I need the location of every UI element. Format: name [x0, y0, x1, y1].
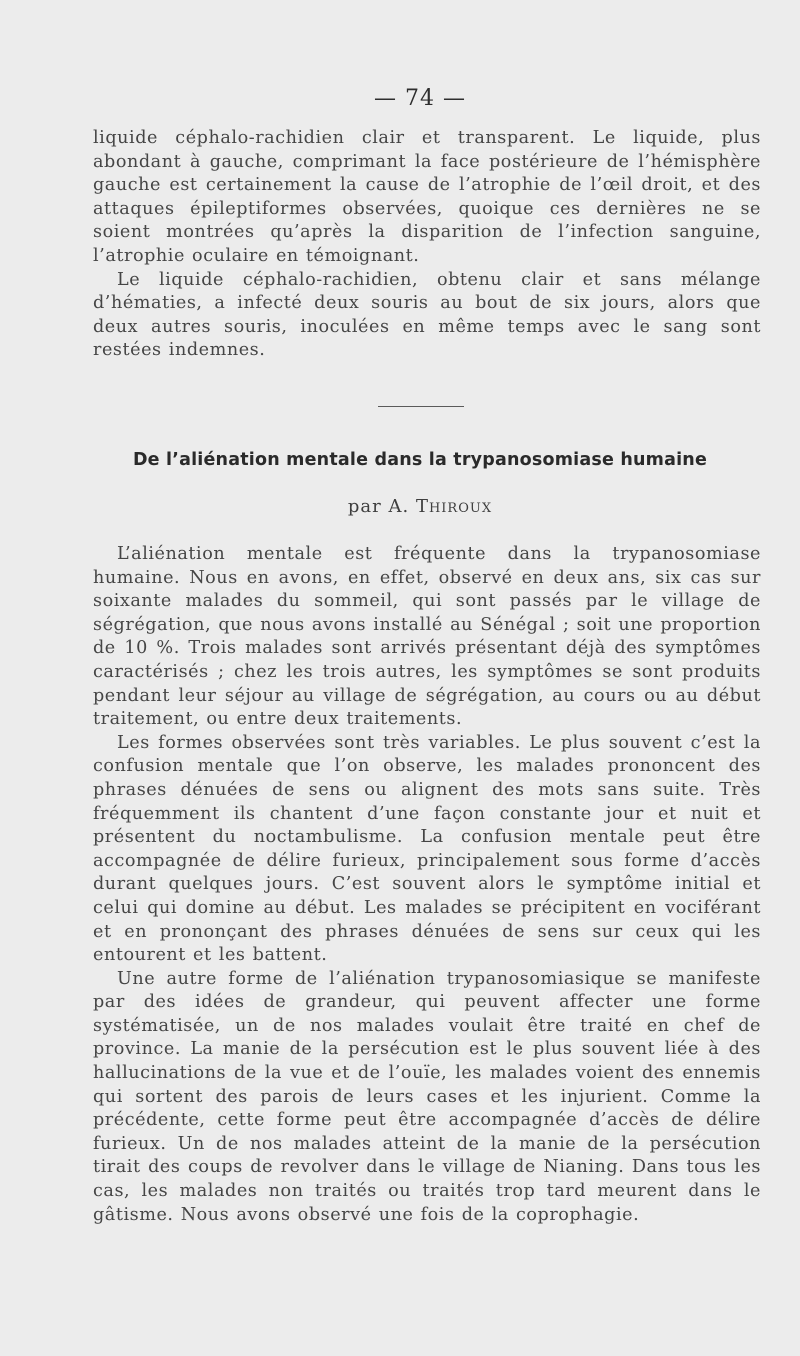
continuation-text: [93, 127, 761, 363]
article-paragraph-2: Les formes observées sont très variables. Le plus souvent c’est la confusion mentale que l’on observe, les malades prononcent des phrases dénuées de sens ou alignent des mots sans suite. Très fréquemment ils chantent d’une façon constante jour et nuit et présentent du noctambulisme. La confusion mentale peut être accompagnée de délire furieux, principalement sous forme d’accès durant quelques jours. C’est souvent alors le symptôme initial et celui qui domine au début. Les malades se précipitent en vociférant et en prononçant des phrases dénuées de sens sur ceux qui les entourent et les battent.: [93, 732, 761, 966]
continuation-paragraph-2: Le liquide céphalo-rachidien, obtenu clair et sans mélange d’hématies, a infecté deux souris au bout de six jours, alors que deux autres souris, inoculées en même temps avec le sang sont restées indemnes.: [93, 269, 761, 361]
page-number: — 74 —: [374, 86, 466, 111]
section-divider: [378, 406, 464, 407]
article-title: De l’aliénation mentale dans la trypanosomiase humaine: [132, 450, 708, 470]
byline: [0, 496, 800, 517]
continuation-paragraph-1: liquide céphalo-rachidien clair et transparent. Le liquide, plus abondant à gauche, comprimant la face postérieure de l’hémisphère gauche est certainement la cause de l’atrophie de l’œil droit, et des attaques épileptiformes observées, quoique ces dernières ne se soient montrées qu’après la disparition de l’infection sanguine, l’atrophie oculaire en témoignant.: [93, 128, 761, 266]
author-name: A. Thiroux: [388, 496, 493, 517]
article-paragraph-3: Une autre forme de l’aliénation trypanosomiasique se manifeste par des idées de grandeur, qui peuvent affecter une forme systématisée, un de nos malades voulait être traité en chef de province. La manie de la persécution est le plus souvent liée à des hallucinations de la vue et de l’ouïe, les malades voient des ennemis qui sortent des parois de leurs cases et les injurient. Comme la précédente, cette forme peut être accompagnée d’accès de délire furieux. Un de nos malades atteint de la manie de la persécution tirait des coups de revolver dans le village de Nianing. Dans tous les cas, les malades non traités ou traités trop tard meurent dans le gâtisme. Nous avons observé une fois de la coprophagie.: [93, 968, 761, 1225]
article-body: [93, 543, 761, 1227]
byline-prefix: par: [347, 496, 382, 517]
article-paragraph-1: L’aliénation mentale est fréquente dans la trypanosomiase humaine. Nous en avons, en effet, observé en deux ans, six cas sur soixante malades du sommeil, qui sont passés par le village de ségrégation, que nous avons installé au Sénégal ; soit une proportion de 10 %. Trois malades sont arrivés présentant déjà des symptômes caractérisés ; chez les trois autres, les symptômes se sont produits pendant leur séjour au village de ségrégation, au cours ou au début traitement, ou entre deux traitements.: [93, 544, 761, 730]
